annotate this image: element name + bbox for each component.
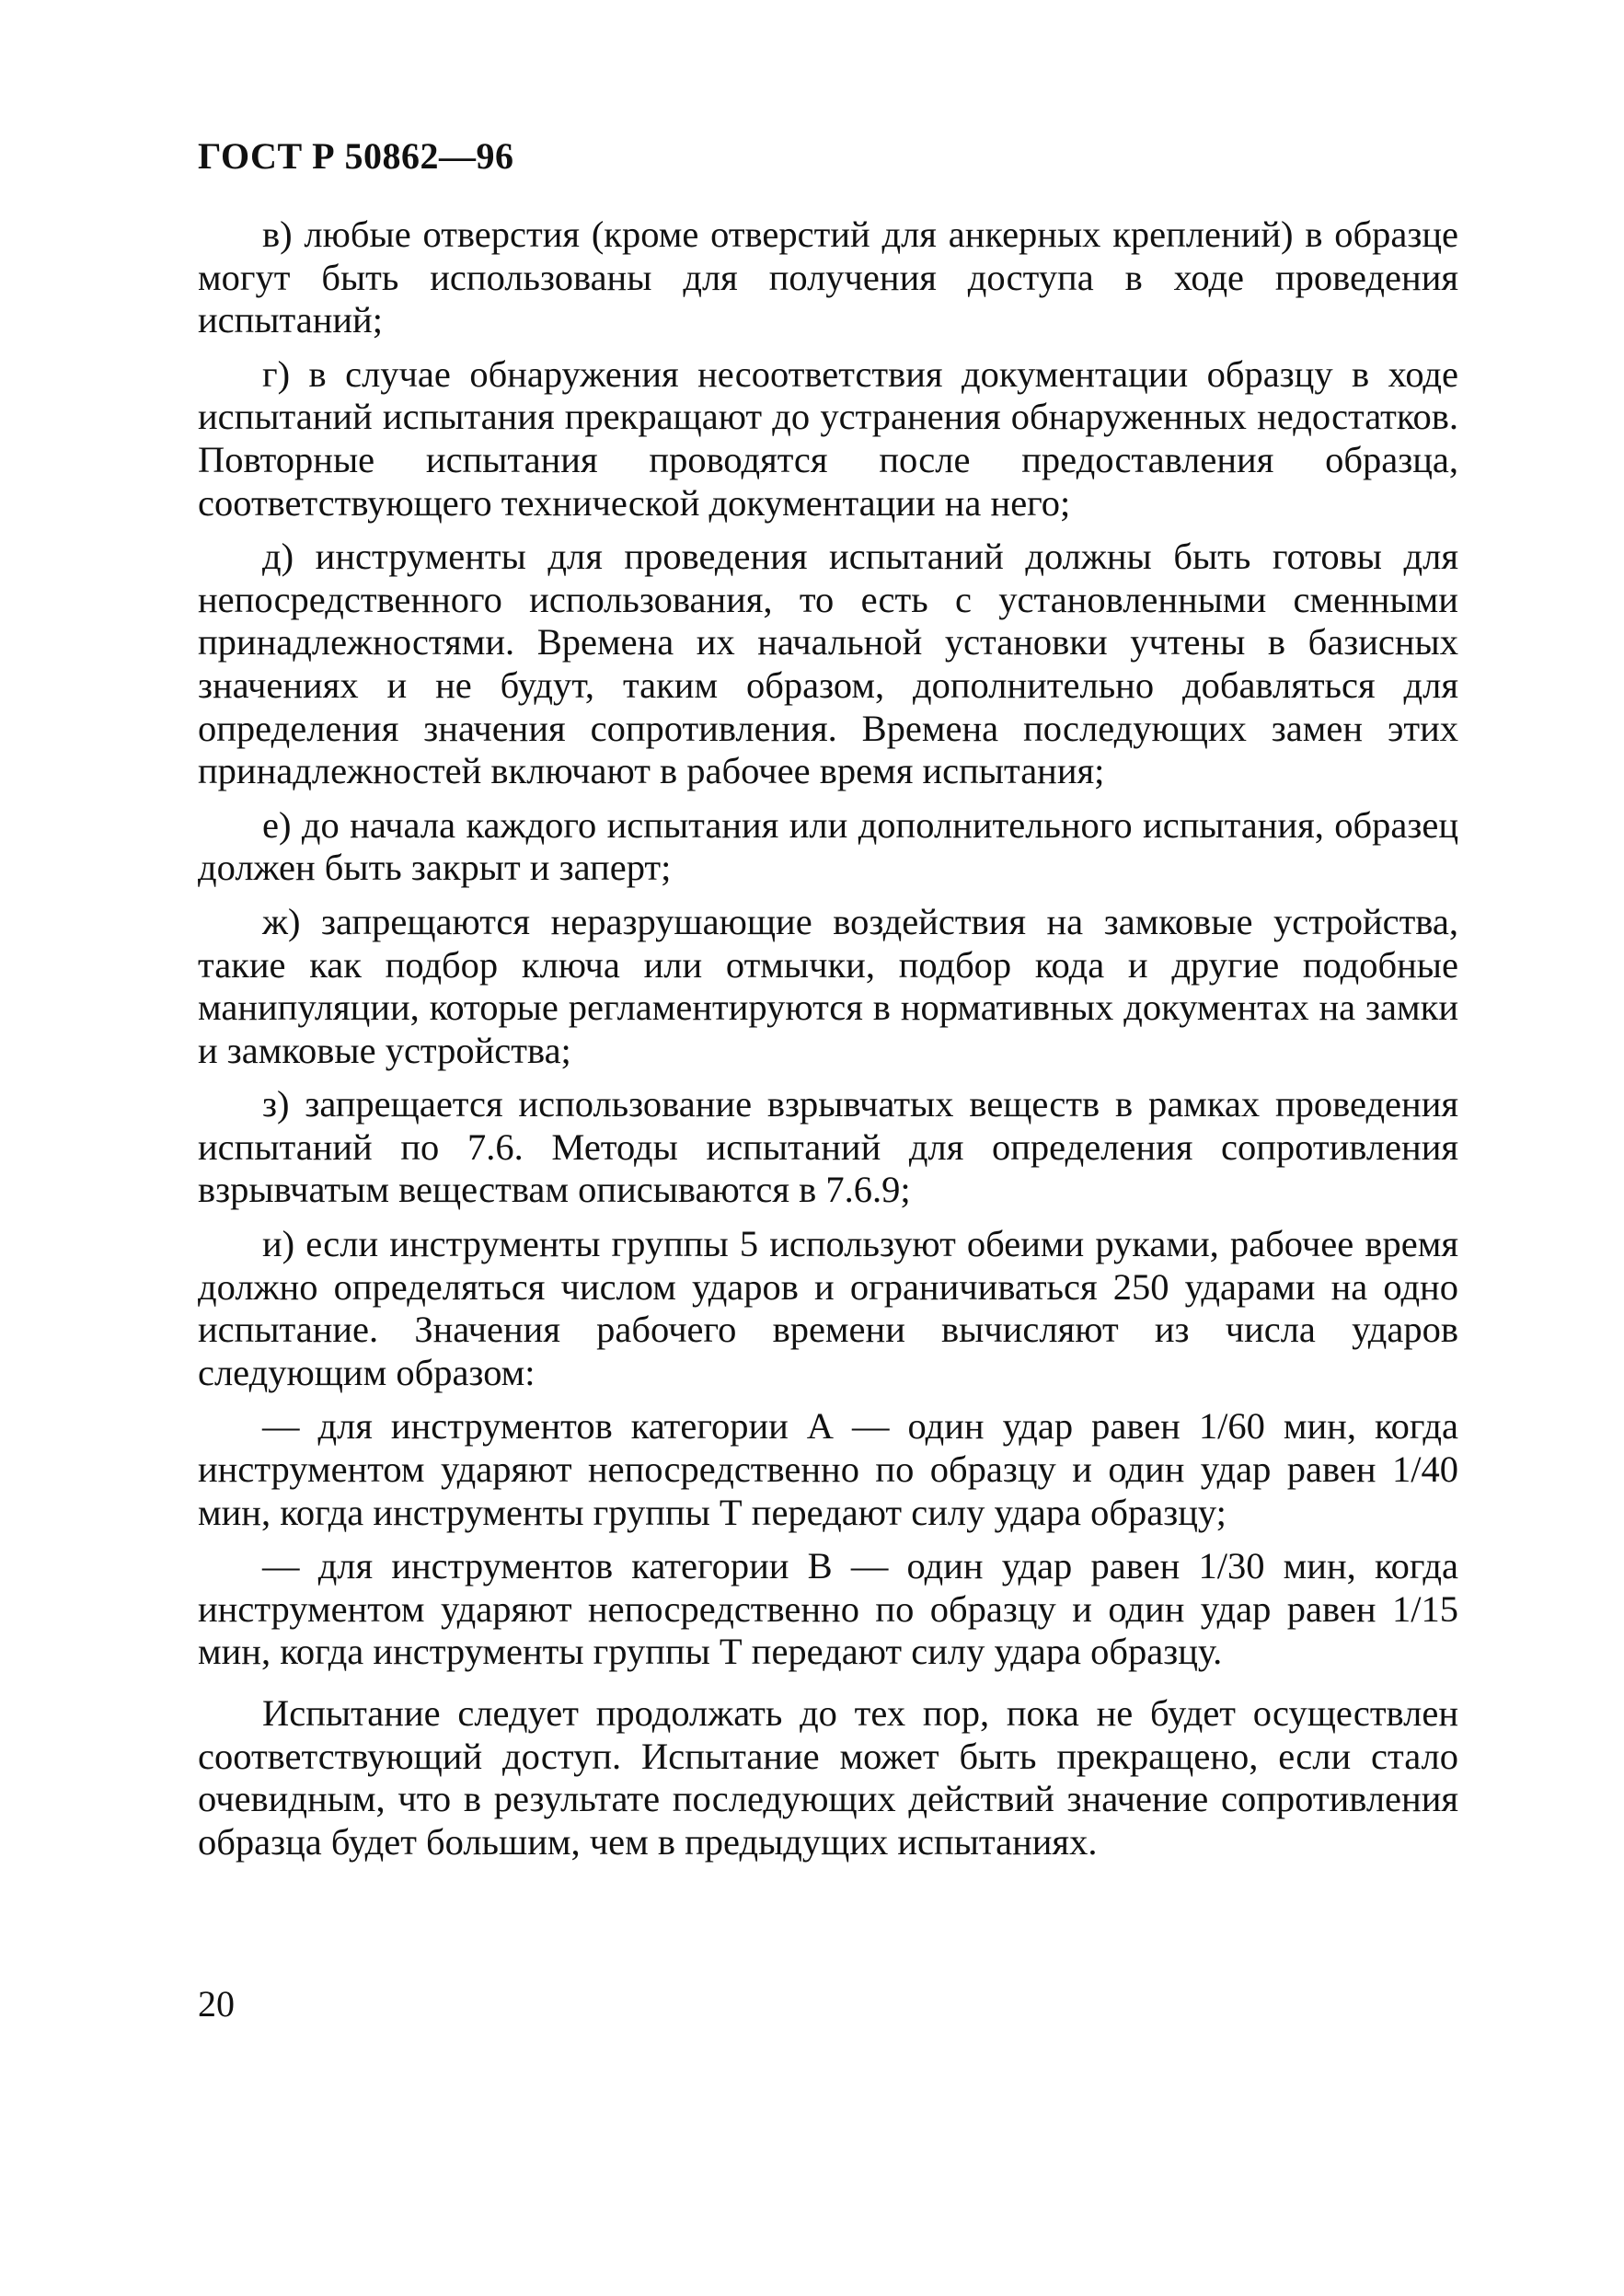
list-item-e: е) до начала каждого испытания или дополнительного испытания, образец должен быть закрыт и заперт; <box>198 803 1458 889</box>
list-item-g: г) в случае обнаружения несоответствия документации образцу в ходе испытаний испытания прекращают до устранения обнаруженных недостатков. Повторные испытания проводятся после предоставления образца, соответствующего технической документации на него; <box>198 352 1458 524</box>
sub-item-category-b: — для инструментов категории В — один удар равен 1/30 мин, когда инструментом ударяют непосредственно по образцу и один удар равен 1/15 мин, когда инструменты группы Т передают силу удара образцу. <box>198 1545 1458 1673</box>
closing-paragraph: Испытание следует продолжать до тех пор, пока не будет осуществлен соответствующий доступ. Испытание может быть прекращено, если стало очевидным, что в результате последующих действий значение сопротивления образца будет большим, чем в предыдущих испытаниях. <box>198 1692 1458 1863</box>
list-item-v: в) любые отверстия (кроме отверстий для анкерных креплений) в образце могут быть использованы для получения доступа в ходе проведения испытаний; <box>198 213 1458 341</box>
list-item-i: и) если инструменты группы 5 используют обеими руками, рабочее время должно определяться числом ударов и ограничиваться 250 ударами на одно испытание. Значения рабочего времени вычисляют из числа ударов следующим образом: <box>198 1223 1458 1393</box>
list-item-z: з) запрещается использование взрывчатых веществ в рамках проведения испытаний по 7.6. Методы испытаний для определения сопротивления взрывчатым веществам описываются в 7.6.9; <box>198 1083 1458 1211</box>
document-code: ГОСТ Р 50862—96 <box>198 135 514 177</box>
page-number: 20 <box>198 1983 235 2025</box>
sub-item-category-a: — для инструментов категории А — один удар равен 1/60 мин, когда инструментом ударяют непосредственно по образцу и один удар равен 1/40 мин, когда инструменты группы Т передают силу удара образцу; <box>198 1405 1458 1533</box>
list-item-d: д) инструменты для проведения испытаний должны быть готовы для непосредственного использования, то есть с установленными сменными принадлежностями. Времена их начальной установки учтены в базисных значениях и не будут, таким образом, дополнительно добавляться для определения значения сопротивления. Времена последующих замен этих принадлежностей включают в рабочее время испытания; <box>198 536 1458 792</box>
document-body <box>198 213 1458 1863</box>
list-item-zh: ж) запрещаются неразрушающие воздействия на замковые устройства, такие как подбор ключа или отмычки, подбор кода и другие подобные манипуляции, которые регламентируются в нормативных документах на замки и замковые устройства; <box>198 900 1458 1071</box>
